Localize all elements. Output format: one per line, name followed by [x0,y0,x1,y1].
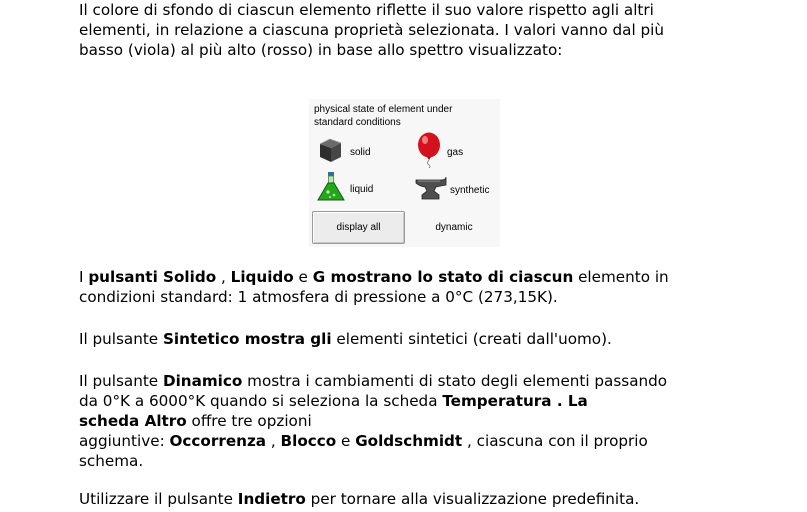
intro-line-2: elementi, in relazione a ciascuna proprietà selezionata. I valori vanno dal più [79,21,664,39]
states-line-2: condizioni standard: 1 atmosfera di pressione a 0°C (273,15K). [79,288,558,306]
bold-text: Temperatura . La [442,392,588,410]
panel-title [314,103,452,129]
synthetic-line [79,329,779,349]
legend-label-gas: gas [447,147,464,158]
text-run: aggiuntive: [79,432,170,450]
text-run: per tornare alla visualizzazione predefinita. [305,490,640,508]
back-line [79,489,779,509]
dynamic-line-2 [79,391,779,411]
flask-icon [316,171,346,208]
text-run: Il pulsante [79,330,163,348]
bold-text: G mostrano lo stato di ciascun [312,268,574,286]
text-run: I [79,268,89,286]
bold-text: Sintetico mostra gli [162,330,332,348]
bold-text: scheda Altro [79,412,187,430]
bold-text: pulsanti Solido [88,268,217,286]
text-run: , [216,268,231,286]
text-run: da 0°K a 6000°K quando si seleziona la scheda [79,392,443,410]
bold-text: Occorrenza [169,432,267,450]
cube-icon [315,135,345,170]
states-paragraph [79,267,779,307]
text-run: elemento in [573,268,669,286]
states-line-1 [79,267,779,287]
physical-state-panel [309,99,500,247]
synthetic-paragraph [79,329,779,349]
intro-line-1: Il colore di sfondo di ciascun elemento riflette il suo valore rispetto agli altri [79,1,654,19]
legend-label-solid: solid [350,147,371,158]
panel-title-line-1: physical state of element under [314,104,453,115]
bold-text: Indietro [237,490,306,508]
legend-label-liquid: liquid [350,184,374,195]
dynamic-line-4 [79,431,779,451]
bold-text: Liquido [230,268,294,286]
dynamic-button[interactable]: dynamic [412,211,496,244]
anvil-icon [414,174,448,207]
text-run: elementi sintetici (creati dall'uomo). [331,330,612,348]
dynamic-paragraph [79,371,779,471]
intro-paragraph [79,0,779,60]
balloon-icon [415,132,443,173]
legend-label-synthetic: synthetic [450,185,490,196]
legend-item-solid[interactable] [315,135,371,170]
text-run: e [336,432,356,450]
legend-item-liquid[interactable] [316,171,373,208]
text-run: , [266,432,281,450]
dynamic-line-3 [79,411,779,431]
legend-item-synthetic[interactable] [414,174,489,207]
display-all-button[interactable]: display all [312,211,405,244]
text-run: mostra i cambiamenti di stato degli elementi passando [242,372,668,390]
text-run: , ciascuna con il proprio [462,432,648,450]
bold-text: Goldschmidt [355,432,463,450]
text-run: Utilizzare il pulsante [79,490,238,508]
text-run: Il pulsante [79,372,163,390]
panel-title-line-2: standard conditions [314,117,401,128]
dynamic-line-1 [79,371,779,391]
bold-text: Dinamico [162,372,243,390]
intro-line-3: basso (viola) al più alto (rosso) in base allo spettro visualizzato: [79,41,563,59]
dynamic-line-5: schema. [79,452,144,470]
bold-text: Blocco [280,432,337,450]
text-run: e [293,268,313,286]
back-paragraph [79,489,779,509]
text-run: offre tre opzioni [186,412,312,430]
legend-item-gas[interactable] [415,132,463,173]
